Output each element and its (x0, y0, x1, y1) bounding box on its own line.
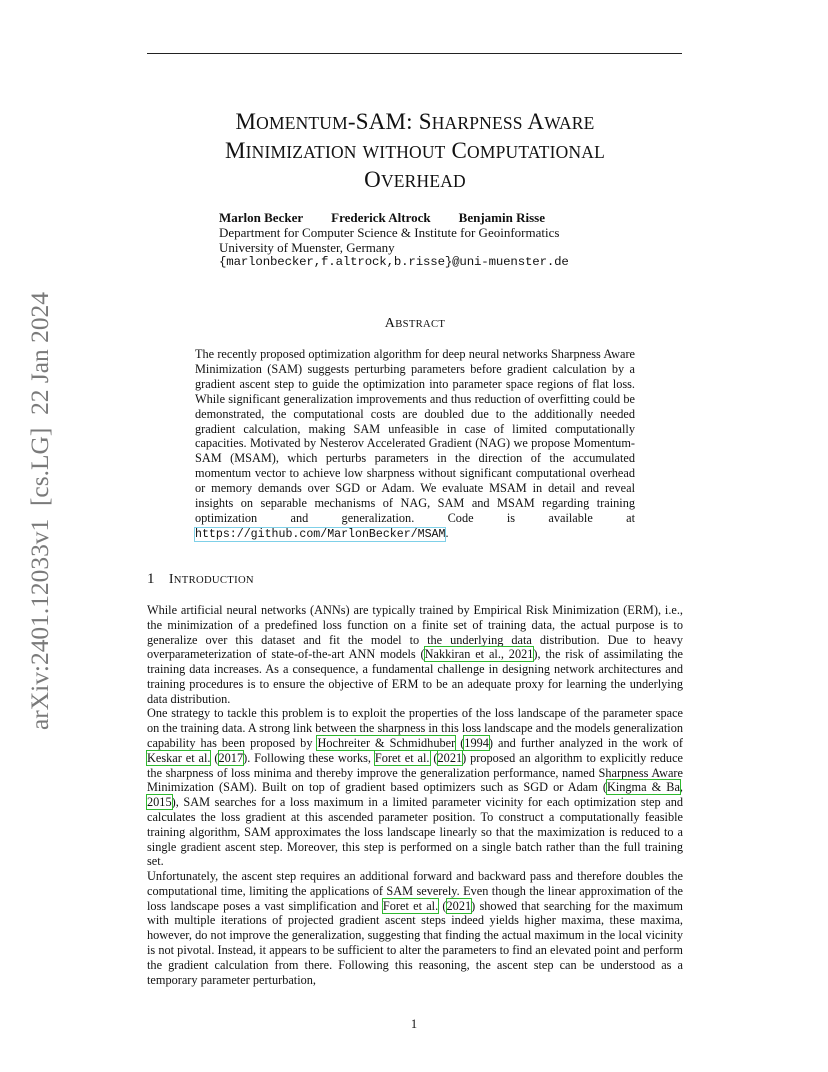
author-name: Benjamin Risse (458, 210, 545, 225)
text-run: ) and further analyzed in the work of (488, 736, 683, 751)
text-run: ), the risk of assimilating the training data increases. As a consequence, a fundamental challenge in designing network architectures and training procedures is to ensure the objective of ERM to be an adequate proxy for learning the underlying data distribution. (147, 647, 683, 706)
abstract-text: The recently proposed optimization algorithm for deep neural networks Sharpness Aware Minimization (SAM) suggests perturbing parameters before gradient calculation by a gradient ascent step to guide the optimization into parameter space regions of flat loss. While significant generalization improvements and thus reduction of overfitting could be demonstrated, the computational costs are doubled due to the additionally needed gradient calculation, making SAM unfeasible in case of limited computationally capacities. Motivated by Nesterov Accelerated Gradient (NAG) we propose Momentum-SAM (MSAM), which perturbs parameters in the direction of the accumulated momentum vector to achieve low sharpness without significant computational overhead or memory demands over SGD or Adam. We evaluate MSAM in detail and reveal insights on separable mechanisms of NAG, SAM and MSAM regarding training optimization and generalization. Code is available at (195, 347, 635, 525)
text-run: One strategy to tackle this problem is to exploit the properties of the loss landscape of the parameter space on the training data. A strong link between the sharpness in this loss landscape and the models generalization capability has been proposed by (147, 706, 683, 751)
text-run: ), SAM searches for a loss maximum in a limited parameter vicinity for each optimization step and calculates the loss gradient at this ascended parameter position. To construct a computationally feasible training algorithm, SAM approximates the loss landscape linearly so that the maximization is reduced to a single gradient ascent step. Moreover, this step is performed on a single batch rather than the full training set. (147, 795, 683, 869)
text-run: While artificial neural networks (ANNs) are typically trained by Empirical Risk Minimization (ERM), i.e., the minimization of a predefined loss function on a finite set of training data, the actual purpose is to generalize over this dataset and fit the model to the underlying data distribution. Due to heavy overparameterization of state-of-the-art ANN models ( (147, 603, 683, 662)
section-heading (147, 571, 254, 588)
arxiv-stamp (4, 290, 70, 730)
text-run: ) proposed an algorithm to explicitly reduce the sharpness of loss minima and thereby improve the generalization performance, named Sharpness Aware Minimization (SAM). Built on top of gradient based optimizers such as SGD or Adam ( (147, 750, 683, 795)
citation-link[interactable]: Nakkiran et al., 2021 (424, 647, 534, 662)
abstract-body (195, 347, 635, 543)
citation-link[interactable]: 2021 (446, 898, 472, 913)
author-name: Frederick Altrock (331, 210, 431, 225)
paragraph (147, 603, 683, 706)
paragraph (147, 869, 683, 987)
author-university: University of Muenster, Germany (219, 240, 395, 255)
abstract-end: . (445, 525, 449, 540)
author-emails: {marlonbecker,f.altrock,b.risse}@uni-muenster.de (219, 255, 569, 269)
citation-link[interactable]: Keskar et al. (147, 750, 211, 765)
title-line-3: OVERHEAD (364, 167, 466, 192)
citation-link[interactable]: Kingma & Ba (606, 780, 680, 795)
text-run: ( (438, 898, 447, 913)
author-block (219, 210, 573, 270)
paper-title (150, 108, 680, 195)
introduction-text (147, 603, 683, 987)
text-run: , (679, 780, 683, 795)
code-link[interactable]: https://github.com/MarlonBecker/MSAM (195, 527, 446, 541)
citation-link[interactable]: 2015 (147, 795, 172, 810)
author-names (219, 210, 573, 225)
page-number: 1 (410, 1017, 418, 1031)
arxiv-stamp-text: arXiv:2401.12033v1 [cs.LG] 22 Jan 2024 (27, 299, 54, 730)
paragraph (147, 706, 683, 869)
citation-link[interactable]: Foret et al. (382, 898, 439, 913)
citation-link[interactable]: 1994 (464, 736, 489, 751)
author-name: Marlon Becker (219, 210, 304, 225)
section-title: INTRODUCTION (168, 572, 254, 587)
citation-link[interactable]: Foret et al. (374, 750, 430, 765)
abstract-heading: ABSTRACT (384, 316, 446, 331)
top-rule (147, 53, 682, 54)
text-run: Unfortunately, the ascent step requires an additional forward and backward pass and therefore doubles the computational time, limiting the applications of SAM severely. Even though the linear approximation of the loss landscape poses a vast simplification and (147, 869, 683, 913)
text-run: ). Following these works, (243, 750, 375, 765)
title-line-1: MOMENTUM-SAM: SHARPNESS AWARE (235, 109, 595, 134)
citation-link[interactable]: 2021 (437, 750, 463, 765)
text-run: ( (210, 750, 219, 765)
author-department: Department for Computer Science & Institute for Geoinformatics (219, 225, 560, 240)
title-line-2: MINIMIZATION WITHOUT COMPUTATIONAL (224, 138, 605, 163)
section-number: 1 (147, 571, 155, 587)
text-run: ( (455, 736, 465, 751)
text-run: ( (429, 750, 438, 765)
citation-link[interactable]: 2017 (218, 750, 244, 765)
citation-link[interactable]: Hochreiter & Schmidhuber (317, 736, 456, 751)
text-run: ) showed that searching for the maximum with multiple iterations of projected gradient ascent steps indeed yields higher maxima, these maxima, however, do not improve the generalization, suggesting that finding the actual maximum in the local vicinity is not pivotal. Instead, it appears to be sufficient to alter the parameters to find an elevated point and perform the gradient calculation from there. Following this reasoning, the ascent step can be understood as a temporary parameter perturbation, (147, 898, 683, 987)
